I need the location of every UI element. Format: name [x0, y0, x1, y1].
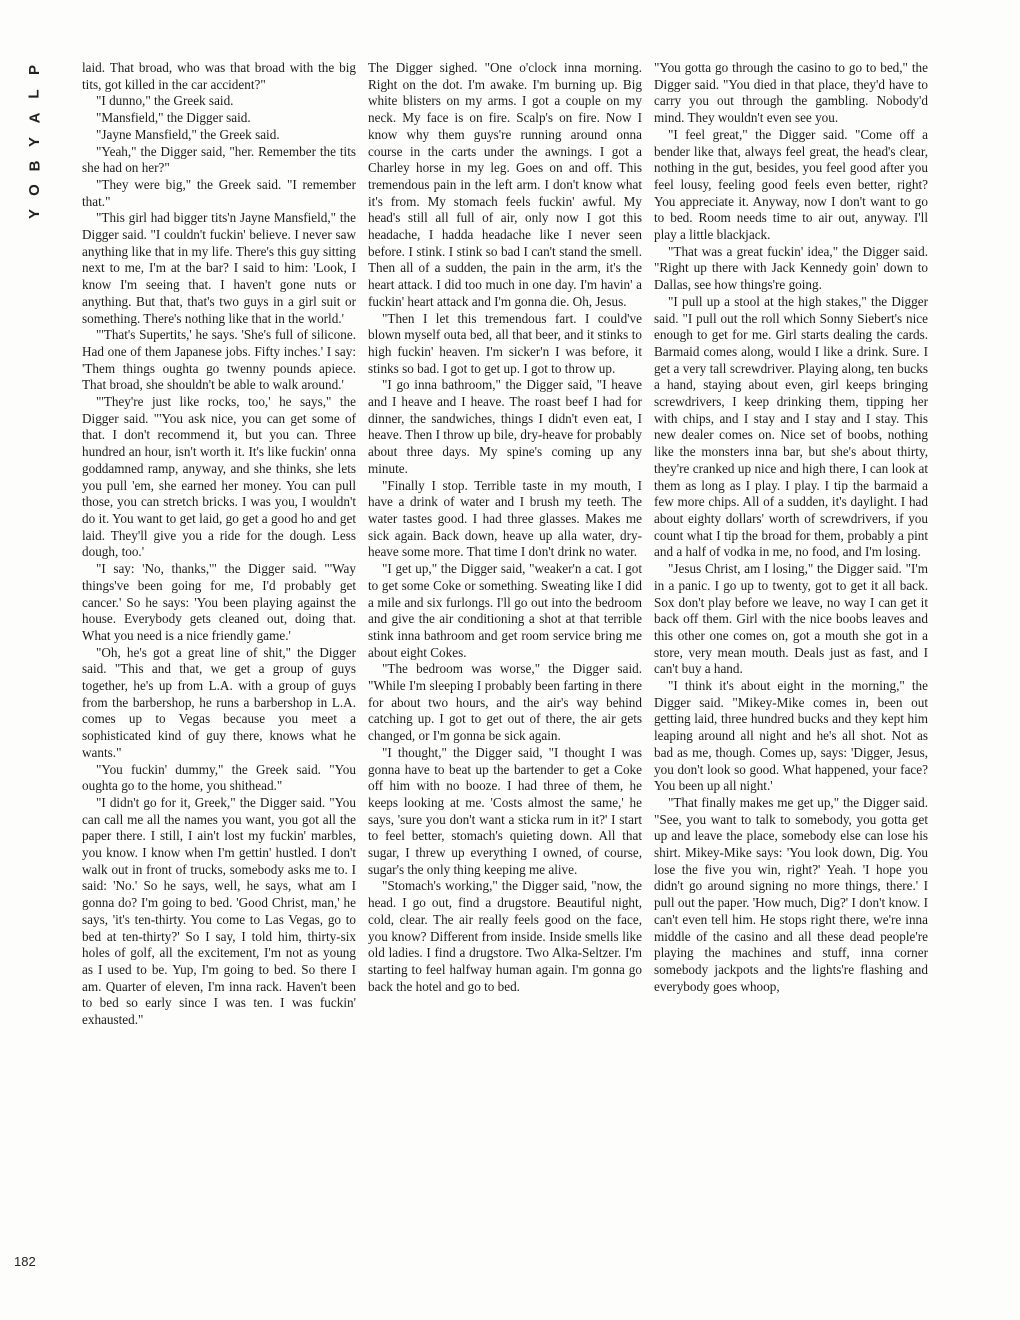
running-head-letter: Y: [25, 208, 43, 220]
paragraph: "Finally I stop. Terrible taste in my mouth, I have a drink of water and I brush my teeth. The water tastes good. I had three glasses. Makes me sick again. Back down, heave up alla water, dry-heave some more. That time I don't drink no water.: [368, 477, 642, 560]
paragraph: "I say: 'No, thanks,'" the Digger said. "'Way things've been going for me, I'd probably get cancer.' So he says: 'You been playing against the house. Everybody gets cleaned out, doing that. What you need is a nice friendly game.': [82, 561, 356, 643]
text-column-2: [368, 60, 642, 995]
paragraph: "They were big," the Greek said. "I remember that.": [82, 176, 356, 209]
paragraph: "That finally makes me get up," the Digger said. "See, you want to talk to somebody, you gotta get up and leave the place, somebody else can lose his shirt. Mikey-Mike says: 'You look down, Dig. You lose the five you win, right?' Yeah. 'I hope you didn't go around signing no more things, there.' I pull out the paper. 'How much, Dig?' I don't know. I can't even tell him. He stops right there, we're inna middle of the casino and all these dead people're playing the machines and stuff, inna corner somebody jackpots and the lights're flashing and everybody goes whoop,: [654, 794, 928, 994]
text-column-3: [654, 60, 928, 995]
paragraph: "I feel great," the Digger said. "Come off a bender like that, always feel great, the head's clear, nothing in the gut, besides, you feel good after you feel lousy, feeling good feels even better, right? You appreciate it. Anyway, now I don't want to go to bed. Room needs time to air out, anyway. I'll play a little blackjack.: [654, 126, 928, 243]
paragraph: "Oh, he's got a great line of shit," the Digger said. "This and that, we get a group of guys together, he's up from L.A. with a group of guys from the barbershop, he runs a barbershop in L.A. comes up to Vegas because you meet a sophisticated kind of guy there, knows what he wants.": [82, 644, 356, 760]
paragraph: "Then I let this tremendous fart. I could've blown myself outa bed, all that beer, and it stinks to high fuckin' heaven. I'm sicker'n I was before, it stinks so bad. I got to get up. I got to throw up.: [368, 310, 642, 376]
paragraph: "This girl had bigger tits'n Jayne Mansfield," the Digger said. "I couldn't fuckin' believe. I never saw anything like that in my life. There's this guy sitting next to me, I'm at the bar? I said to him: 'Look, I know I'm seeing that. I haven't gone nuts or anything. But that, that's two guys in a girl suit or something. There's nothing like that in the world.': [82, 210, 356, 326]
paragraph: "'They're just like rocks, too,' he says," the Digger said. "'You ask nice, you can get some of that. I don't recommend it, but you can. Three hundred an hour, isn't worth it. It's like fuckin' onna goddamned ramp, anyway, and she thinks, she lets you pull 'em, she earned her money. You can pull those, you can stretch bricks. I was you, I wouldn't do it. You want to get laid, go get a good ho and get laid. They'll give you a ride for the dough. Less dough, too.': [82, 394, 356, 560]
paragraph: "I think it's about eight in the morning," the Digger said. "Mikey-Mike comes in, been out getting laid, three hundred bucks and they kept him leaping around all night and he's all shot. Not as bad as me, though. Comes up, says: 'Digger, Jesus, you don't look so good. What happened, your face? You been up all night.': [654, 678, 928, 794]
paragraph: "That was a great fuckin' idea," the Digger said. "Right up there with Jack Kennedy goin' down to Dallas, see how things're going.: [654, 243, 928, 293]
paragraph: "You fuckin' dummy," the Greek said. "You oughta go to the home, you shithead.": [82, 761, 356, 794]
paragraph: "I thought," the Digger said, "I thought I was gonna have to beat up the bartender to get a Coke off him with no booze. I had three of them, he keeps looking at me. 'Costs almost the same,' he says, 'sure you don't want a sticka rum in it?' I start to feel better, stomach's quieting down. All that sugar, I threw up everything I owned, of course, sugar's the only thing keeping me alive.: [368, 744, 642, 877]
paragraph: "Stomach's working," the Digger said, "now, the head. I go out, find a drugstore. Beautiful night, cold, clear. The air really feels good on the face, you know? Different from inside. Inside smells like old ladies. I find a drugstore. Two Alka-Seltzer. I'm starting to feel halfway human again. I'm gonna go back the hotel and go to bed.: [368, 878, 642, 994]
paragraph: "I dunno," the Greek said.: [96, 93, 234, 109]
page-number: 182: [14, 1254, 36, 1269]
paragraph: "I didn't go for it, Greek," the Digger said. "You can call me all the names you want, you got all the paper there. I still, I ain't lost my fuckin' marbles, you know. I know when I'm gettin' hustled. I don't walk out in front of trucks, somebody asks me to. I said: 'No.' So he says, well, he says, what am I gonna do? I'm going to bed. 'Good Christ, man,' he says, 'it's ten-thirty. You come to Las Vegas, go to bed at ten-thirty?' So I say, I told him, thirty-six holes of golf, all the excitement, I'm not as young as I used to be. Yup, I'm going to bed. So there I am. Quarter of eleven, I'm inna rack. Haven't been to bed so early since I was ten. I was fuckin' exhausted.": [82, 794, 356, 1028]
paragraph: "I get up," the Digger said, "weaker'n a cat. I got to get some Coke or something. Sweating like I did a mile and six furlongs. I'll go out into the bedroom and give the air conditioning a shot at that terrible stink inna bathroom and get room service bring me about eight Cokes.: [368, 561, 642, 660]
paragraph: "Jesus Christ, am I losing," the Digger said. "I'm in a panic. I go up to twenty, got to get it all back. Sox don't play before we leave, no way I can get it back off them. Girl with the nice boobs leaves and this other one comes on, got a mouth she got in a store, very mean mouth. Deals just as fast, and I can't buy a hand.: [654, 561, 928, 677]
paragraph: "Mansfield," the Digger said.: [96, 110, 251, 126]
text-column-1: [82, 60, 356, 1029]
running-head-letter: O: [25, 184, 43, 196]
running-head-letter: L: [25, 89, 43, 99]
running-head-letter: A: [26, 112, 43, 124]
paragraph: "I pull up a stool at the high stakes," the Digger said. "I pull out the roll which Sonny Siebert's nice enough to get for me. Girl starts dealing the cards. Barmaid comes along, would I like a drink. Sure. I get a very tall screwdriver. Playing along, ten bucks a hand, staying about even, girl keeps bringing screwdrivers, I keep drinking them, tipping her with chips, and I stay and I stay and I stay. This new dealer comes on. Nice set of boobs, nothing like the monsters inna bar, but she's about thirty, they're cranked up nice and high there, I can look at them as long as I play. I play. I tip the barmaid a few more chips. All of a sudden, it's daylight. I had about eighty dollars' worth of screwdrivers, if you count what I tip the broad for them, probably a pint and a half of vodka in me, no food, and I'm losing.: [654, 293, 928, 560]
paragraph: "I go inna bathroom," the Digger said, "I heave and I heave and I heave. The roast beef I had for dinner, the sandwiches, things I didn't even eat, I heave. Then I throw up bile, dry-heave for probably about three days. My spine's coming up any minute.: [368, 377, 642, 476]
paragraph: "Yeah," the Digger said, "her. Remember the tits she had on her?": [82, 143, 356, 176]
running-head-letter: Y: [25, 136, 43, 148]
paragraph: "You gotta go through the casino to go to bed," the Digger said. "You died in that place, they'd have to carry you out through the gambling. Nobody'd mind. They wouldn't even see you.: [654, 60, 928, 126]
paragraph: "Jayne Mansfield," the Greek said.: [96, 126, 280, 142]
paragraph: The Digger sighed. "One o'clock inna morning. Right on the dot. I'm awake. I'm burning up. Big white blisters on my arms. I got a couple on my neck. My face is on fire. Scalp's on fire. Now I know why them guys're running around onna course in the carts under the awnings. I got a Charley horse in my leg. Goes on and off. This tremendous pain in the left arm. I don't know what it's from. My stomach feels fuckin' awful. My head's still all full of air, only now I got this headache, I hadda headache like I never seen before. I stink. I stink so bad I can't stand the smell. Then all of a sudden, the pain in the arm, it's the heart attack. I did too much in one day. I'm havin' a fuckin' heart attack and I'm gonna die. Oh, Jesus.: [368, 60, 642, 309]
paragraph: "'That's Supertits,' he says. 'She's full of silicone. Had one of them Japanese jobs. Fifty inches.' I say: 'Them things oughta go twenny pounds apiece. That broad, she shouldn't be able to walk around.': [82, 327, 356, 393]
running-head-letter: P: [25, 64, 43, 76]
paragraph: laid. That broad, who was that broad with the big tits, got killed in the car accident?": [82, 60, 356, 92]
running-head-letter: B: [26, 160, 43, 172]
running-head: [24, 58, 46, 226]
paragraph: "The bedroom was worse," the Digger said. "While I'm sleeping I probably been farting in there for about two hours, and the air's way behind catching up. I got to get out of there, the air gets changed, or I'm gonna be sick again.: [368, 661, 642, 744]
